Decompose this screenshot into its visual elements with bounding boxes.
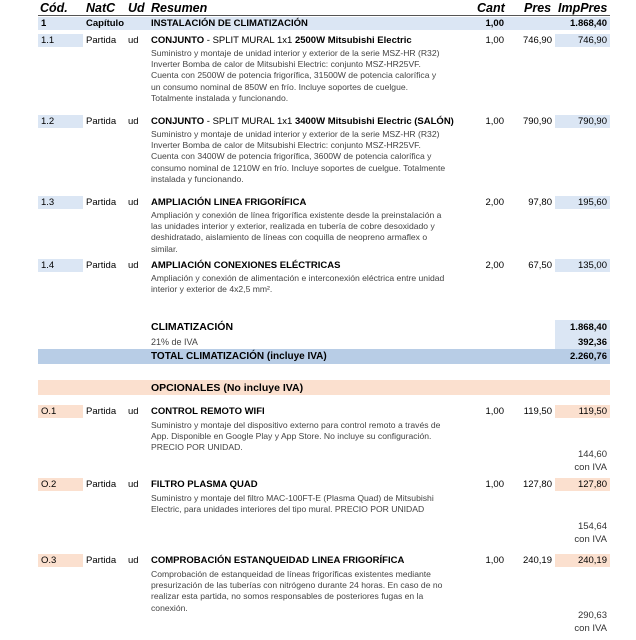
chapter-natc: Capítulo bbox=[86, 18, 124, 29]
item-code: 1.2 bbox=[41, 116, 55, 127]
desc-line: Suministro y montaje de unidad interior y exterior de la serie MSZ-HR (R32) bbox=[151, 48, 440, 58]
col-header-cant: Cant bbox=[477, 1, 505, 15]
desc-line: Suministro y montaje del filtro MAC-100FT-E (Plasma Quad) de Mitsubishi bbox=[151, 493, 434, 503]
optional-imp: 119,50 bbox=[578, 406, 607, 417]
chapter-code: 1 bbox=[41, 18, 47, 29]
item-title-b: - SPLIT MURAL 1x1 bbox=[204, 35, 295, 46]
item-ud: ud bbox=[128, 197, 139, 208]
desc-line: similar. bbox=[151, 243, 178, 254]
col-header-ud: Ud bbox=[128, 1, 145, 15]
chapter-imp: 1.868,40 bbox=[570, 18, 607, 29]
desc-line: Cuenta con 3400W de potencia frigorífica, 3600W de potencia calorífica y bbox=[151, 151, 432, 162]
chapter-title: INSTALACIÓN DE CLIMATIZACIÓN bbox=[151, 18, 308, 29]
optionals-band bbox=[38, 380, 610, 395]
item-ud: ud bbox=[128, 35, 139, 46]
desc-line: Ampliación y conexión de alimentación e interconexión eléctrica entre unidad bbox=[151, 273, 445, 283]
item-imp: 195,60 bbox=[577, 197, 607, 208]
optional-ud: ud bbox=[128, 555, 139, 566]
item-imp: 135,00 bbox=[577, 260, 607, 271]
item-natc: Partida bbox=[86, 35, 117, 46]
optional-cant: 1,00 bbox=[485, 479, 504, 490]
optional-con-iva-value: 290,63 bbox=[577, 610, 607, 621]
item-cant: 1,00 bbox=[485, 35, 504, 46]
desc-line: Inverter Bomba de calor de Mitsubishi Electric: conjunto MSZ-HR25VF. bbox=[151, 140, 421, 151]
item-natc: Partida bbox=[86, 116, 117, 127]
item-title-c: 3400W Mitsubishi Electric (SALÓN) bbox=[294, 116, 454, 127]
desc-line: presurización de las tuberías con nitrógeno durante 24 horas. En caso de no bbox=[151, 580, 443, 591]
desc-line: PRECIO POR UNIDAD. bbox=[151, 442, 243, 453]
desc-line: Inverter Bomba de calor de Mitsubishi Electric: conjunto MSZ-HR25VF. bbox=[151, 59, 421, 70]
item-pres: 790,90 bbox=[522, 116, 552, 127]
item-title bbox=[151, 35, 412, 46]
desc-line: Suministro y montaje del dispositivo externo para control remoto a través de bbox=[151, 420, 441, 430]
optional-description bbox=[151, 420, 473, 454]
col-header-natc: NatC bbox=[86, 1, 116, 15]
optional-con-iva-label: con IVA bbox=[574, 534, 607, 545]
item-code: 1.3 bbox=[41, 197, 55, 208]
optional-description bbox=[151, 569, 473, 614]
optional-natc: Partida bbox=[86, 406, 117, 417]
optional-title: COMPROBACIÓN ESTANQUEIDAD LINEA FRIGORÍFICA bbox=[151, 555, 405, 566]
desc-line: Suministro y montaje de unidad interior y exterior de la serie MSZ-HR (R32) bbox=[151, 129, 440, 139]
optional-title: CONTROL REMOTO WIFI bbox=[151, 406, 265, 417]
item-title-b: - SPLIT MURAL 1x1 bbox=[204, 116, 295, 127]
optional-con-iva-value: 144,60 bbox=[577, 449, 607, 460]
item-cant: 2,00 bbox=[485, 197, 504, 208]
desc-line: Totalmente instalada y funcionando. bbox=[151, 92, 289, 103]
item-code: 1.4 bbox=[41, 260, 55, 271]
item-cant: 2,00 bbox=[485, 260, 504, 271]
optional-cant: 1,00 bbox=[485, 555, 504, 566]
optional-description bbox=[151, 493, 473, 515]
desc-line: las unidades interior y exterior, realizada en tubería de cobre desoxidado y bbox=[151, 221, 435, 232]
item-description bbox=[151, 210, 473, 255]
item-description bbox=[151, 48, 473, 104]
optional-imp: 240,19 bbox=[577, 555, 607, 566]
optional-ud: ud bbox=[128, 479, 139, 490]
item-ud: ud bbox=[128, 116, 139, 127]
optional-con-iva-label: con IVA bbox=[574, 623, 607, 634]
desc-line: App. Disponible en Google Play y App Store. No incluye su configuración. bbox=[151, 431, 432, 442]
iva-value: 392,36 bbox=[577, 337, 607, 348]
item-pres: 97,80 bbox=[528, 197, 552, 208]
item-title: AMPLIACIÓN LINEA FRIGORÍFICA bbox=[151, 197, 307, 208]
item-title-c: 2500W Mitsubishi Electric bbox=[294, 35, 412, 46]
total-value: 2.260,76 bbox=[570, 351, 607, 362]
desc-line: consumo nominal de 1210W en frío. Incluye soportes de cuelgue. Totalmente bbox=[151, 162, 446, 173]
item-code: 1.1 bbox=[41, 35, 55, 46]
item-pres: 67,50 bbox=[528, 260, 552, 271]
item-natc: Partida bbox=[86, 197, 117, 208]
optional-natc: Partida bbox=[86, 479, 117, 490]
summary-value: 1.868,40 bbox=[570, 322, 607, 333]
item-description bbox=[151, 129, 473, 185]
item-cant: 1,00 bbox=[485, 116, 504, 127]
optional-code: O.1 bbox=[41, 406, 57, 417]
desc-line: conexión. bbox=[151, 602, 188, 613]
desc-line: Cuenta con 2500W de potencia frigorífica, 31500W de potencia calorífica y bbox=[151, 70, 437, 81]
item-pres: 746,90 bbox=[522, 35, 552, 46]
desc-line: un consumo nominal de 850W en frío. Incluye soportes de cuelgue. bbox=[151, 81, 409, 92]
optional-code: O.2 bbox=[41, 479, 57, 490]
item-title: AMPLIACIÓN CONEXIONES ELÉCTRICAS bbox=[151, 260, 341, 271]
desc-line: Ampliación y conexión de línea frigorífica existente desde la preinstalación a bbox=[151, 210, 442, 220]
iva-label: 21% de IVA bbox=[151, 337, 198, 347]
optional-imp: 127,80 bbox=[577, 479, 607, 490]
header-divider bbox=[38, 15, 610, 16]
col-header-pres: Pres bbox=[524, 1, 552, 15]
col-header-resumen: Resumen bbox=[151, 1, 208, 15]
item-ud: ud bbox=[128, 260, 139, 271]
optional-cant: 1,00 bbox=[485, 406, 504, 417]
optional-pres: 127,80 bbox=[522, 479, 552, 490]
item-imp: 746,90 bbox=[577, 35, 607, 46]
desc-line: interior y exterior de 4x2,5 mm². bbox=[151, 284, 273, 295]
optional-con-iva-value: 154,64 bbox=[577, 521, 607, 532]
desc-line: Electric, para unidades interiores del tipo mural. PRECIO POR UNIDAD bbox=[151, 504, 425, 515]
optional-pres: 119,50 bbox=[523, 406, 552, 417]
desc-line: instalada y funcionando. bbox=[151, 173, 244, 184]
optional-natc: Partida bbox=[86, 555, 117, 566]
optional-con-iva-label: con IVA bbox=[574, 462, 607, 473]
desc-line: realizar esta partida, no somos responsables de posteriores fugas en la bbox=[151, 591, 424, 602]
item-description bbox=[151, 273, 473, 295]
optional-code: O.3 bbox=[41, 555, 57, 566]
optionals-title: OPCIONALES (No incluye IVA) bbox=[151, 382, 304, 394]
item-title-a: CONJUNTO bbox=[151, 35, 205, 46]
item-title bbox=[151, 116, 454, 127]
item-natc: Partida bbox=[86, 260, 117, 271]
optional-title: FILTRO PLASMA QUAD bbox=[151, 479, 258, 490]
optional-ud: ud bbox=[128, 406, 139, 417]
total-label: TOTAL CLIMATIZACIÓN (incluye IVA) bbox=[151, 351, 327, 362]
item-imp: 790,90 bbox=[577, 116, 607, 127]
item-title-a: CONJUNTO bbox=[151, 116, 205, 127]
optional-pres: 240,19 bbox=[522, 555, 552, 566]
desc-line: Comprobación de estanqueidad de líneas frigoríficas existentes mediante bbox=[151, 569, 431, 579]
desc-line: deshidratado, aislamiento de líneas con coquilla de neopreno armaflex o bbox=[151, 232, 428, 243]
summary-label: CLIMATIZACIÓN bbox=[151, 321, 234, 333]
col-header-imppres: ImpPres bbox=[558, 1, 608, 15]
col-header-cod: Cód. bbox=[40, 1, 68, 15]
chapter-cant: 1,00 bbox=[485, 18, 504, 29]
